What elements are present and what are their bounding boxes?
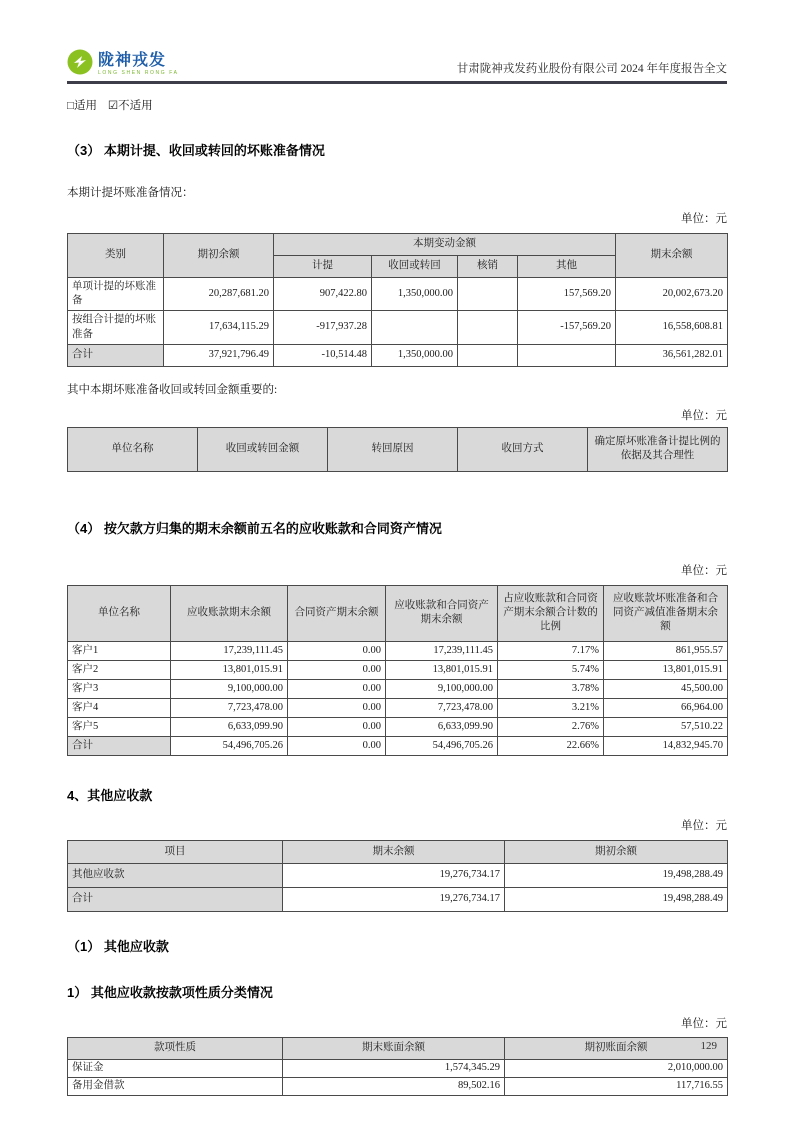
unit-label-1: 单位：元 (681, 213, 727, 225)
table-cell: 17,239,111.45 (171, 641, 288, 660)
table-row (68, 660, 728, 679)
table-row (68, 311, 728, 344)
table-cell: 7.17% (498, 641, 604, 660)
table-cell: 0.00 (288, 660, 386, 679)
table-cell: 19,276,734.17 (283, 863, 505, 887)
table-cell: 54,496,705.26 (171, 736, 288, 755)
table-row (68, 1077, 728, 1095)
logo-en-name: LONG SHEN RONG FA (98, 70, 179, 76)
header-divider (67, 81, 727, 84)
report-title: 甘肃陇神戎发药业股份有限公司 2024 年年度报告全文 (456, 63, 727, 75)
table-cell: 19,498,288.49 (505, 863, 728, 887)
table-cell: 19,276,734.17 (283, 887, 505, 911)
table-header-row (68, 427, 728, 471)
table-cell: 19,498,288.49 (505, 887, 728, 911)
table-cell: 861,955.57 (604, 641, 728, 660)
column-header-writeoff: 核销 (458, 256, 518, 278)
unit-label-3: 单位：元 (681, 564, 727, 577)
column-header-item: 项目 (68, 840, 283, 863)
total-label: 合计 (68, 736, 171, 755)
table-cell: 45,500.00 (604, 679, 728, 698)
table-cell (372, 311, 458, 344)
table-row (68, 1059, 728, 1077)
column-header-combined-balance: 应收账款和合同资产期末余额 (386, 585, 498, 641)
row-label: 客户3 (68, 679, 171, 698)
column-header-recover-amount: 收回或转回金额 (198, 427, 328, 471)
column-header-contract-balance: 合同资产期末余额 (288, 585, 386, 641)
table-cell: 3.21% (498, 698, 604, 717)
total-label: 合计 (68, 887, 283, 911)
table-cell: 2.76% (498, 717, 604, 736)
table-cell: 6,633,099.90 (386, 717, 498, 736)
logo-cn-name: 陇神戎发 (98, 52, 167, 69)
table-cell: 1,574,345.29 (283, 1059, 505, 1077)
row-label: 客户5 (68, 717, 171, 736)
row-label: 客户1 (68, 641, 171, 660)
table-cell: 13,801,015.91 (386, 660, 498, 679)
table-cell: 17,634,115.29 (164, 311, 274, 344)
other-receivables-table (67, 840, 728, 912)
table-cell: 0.00 (288, 641, 386, 660)
column-header-nature: 款项性质 (68, 1037, 283, 1059)
table-cell: 0.00 (288, 717, 386, 736)
table-total-row (68, 736, 728, 755)
table-cell: 3.78% (498, 679, 604, 698)
table-cell: -10,514.48 (274, 344, 372, 366)
table-cell: 1,350,000.00 (372, 278, 458, 311)
column-header-change-group: 本期变动金额 (274, 234, 616, 256)
table-cell: 5.74% (498, 660, 604, 679)
table-cell: 54,496,705.26 (386, 736, 498, 755)
table-cell: 13,801,015.91 (604, 660, 728, 679)
column-header-opening-book-balance: 期初账面余额 (505, 1037, 728, 1059)
table-cell: 20,287,681.20 (164, 278, 274, 311)
column-header-reason: 转回原因 (328, 427, 458, 471)
row-label: 单项计提的坏账准备 (68, 278, 164, 311)
table-cell: 22.66% (498, 736, 604, 755)
table-row (68, 679, 728, 698)
table-cell: 117,716.55 (505, 1077, 728, 1095)
nature-classification-table (67, 1037, 728, 1096)
table-row (68, 641, 728, 660)
table-cell: 0.00 (288, 736, 386, 755)
company-logo (67, 49, 179, 80)
column-header-basis: 确定原坏账准备计提比例的依据及其合理性 (588, 427, 728, 471)
table-cell (518, 344, 616, 366)
column-header-unit-name: 单位名称 (68, 585, 171, 641)
table-cell: 0.00 (288, 679, 386, 698)
table-row (68, 863, 728, 887)
total-label: 合计 (68, 344, 164, 366)
row-label: 备用金借款 (68, 1077, 283, 1095)
table-cell: 17,239,111.45 (386, 641, 498, 660)
table-cell: 9,100,000.00 (171, 679, 288, 698)
table-cell: 0.00 (288, 698, 386, 717)
row-label: 按组合计提的坏账准备 (68, 311, 164, 344)
unit-label-4: 单位：元 (681, 819, 727, 832)
column-header-ratio: 占应收账款和合同资产期末余额合计数的比例 (498, 585, 604, 641)
table-total-row (68, 344, 728, 366)
bad-debt-provision-table (67, 233, 728, 367)
table-header-row (68, 1037, 728, 1059)
table-cell: 2,010,000.00 (505, 1059, 728, 1077)
row-label: 客户2 (68, 660, 171, 679)
table-cell: 16,558,608.81 (616, 311, 728, 344)
table-cell: 6,633,099.90 (171, 717, 288, 736)
table-cell: 57,510.22 (604, 717, 728, 736)
page-header (67, 46, 727, 80)
logo-text (98, 53, 179, 76)
section3-heading: （3） 本期计提、收回或转回的坏账准备情况 (67, 143, 325, 158)
column-header-method: 收回方式 (458, 427, 588, 471)
page-number: 129 (700, 1040, 717, 1052)
table-cell: 7,723,478.00 (171, 698, 288, 717)
page-content (67, 97, 727, 1096)
column-header-ar-balance: 应收账款期末余额 (171, 585, 288, 641)
other-receivables-heading: 4、其他应收款 (67, 787, 153, 803)
section3-intro: 本期计提坏账准备情况： (67, 187, 194, 199)
row-label: 保证金 (68, 1059, 283, 1077)
table-cell: 13,801,015.91 (171, 660, 288, 679)
table-cell: 7,723,478.00 (386, 698, 498, 717)
table-cell (458, 278, 518, 311)
table-cell: 157,569.20 (518, 278, 616, 311)
section4-heading: （4） 按欠款方归集的期末余额前五名的应收账款和合同资产情况 (67, 520, 442, 536)
unit-label-2: 单位：元 (681, 409, 727, 422)
table-cell: 37,921,796.49 (164, 344, 274, 366)
table-cell (458, 344, 518, 366)
column-header-closing: 期末余额 (616, 234, 728, 278)
nature-classification-heading: 1） 其他应收款按款项性质分类情况 (67, 984, 273, 1000)
table-cell: 36,561,282.01 (616, 344, 728, 366)
column-header-opening-balance: 期初余额 (505, 840, 728, 863)
table-cell: 89,502.16 (283, 1077, 505, 1095)
table-row (68, 717, 728, 736)
table-header-row (68, 840, 728, 863)
table-row (68, 698, 728, 717)
table-cell: 907,422.80 (274, 278, 372, 311)
table-cell: 20,002,673.20 (616, 278, 728, 311)
table-total-row (68, 887, 728, 911)
column-header-recover: 收回或转回 (372, 256, 458, 278)
table-row (68, 278, 728, 311)
recovery-detail-table (67, 427, 728, 472)
section3-note: 其中本期坏账准备收回或转回金额重要的: (67, 383, 278, 396)
row-label: 客户4 (68, 698, 171, 717)
table-cell: 1,350,000.00 (372, 344, 458, 366)
table-cell: -917,937.28 (274, 311, 372, 344)
row-label: 其他应收款 (68, 863, 283, 887)
other-receivables-sub1-heading: （1） 其他应收款 (67, 938, 169, 954)
column-header-other: 其他 (518, 256, 616, 278)
column-header-unit-name: 单位名称 (68, 427, 198, 471)
table-cell: 14,832,945.70 (604, 736, 728, 755)
table-header-row (68, 234, 728, 256)
column-header-provision-balance: 应收账款坏账准备和合同资产减值准备期末余额 (604, 585, 728, 641)
column-header-accrual: 计提 (274, 256, 372, 278)
table-cell: 66,964.00 (604, 698, 728, 717)
checkbox-applicable: □适用 (67, 100, 97, 112)
checkbox-not-applicable: ☑不适用 (107, 100, 153, 112)
logo-icon (67, 49, 93, 80)
column-header-opening: 期初余额 (164, 234, 274, 278)
applicability-line (67, 97, 727, 113)
table-cell: 9,100,000.00 (386, 679, 498, 698)
unit-label-5: 单位：元 (681, 1017, 727, 1030)
column-header-closing-book-balance: 期末账面余额 (283, 1037, 505, 1059)
column-header-closing-balance: 期末余额 (283, 840, 505, 863)
top5-receivables-table (67, 585, 728, 756)
column-header-category: 类别 (68, 234, 164, 278)
table-header-row (68, 585, 728, 641)
table-cell: -157,569.20 (518, 311, 616, 344)
table-cell (458, 311, 518, 344)
